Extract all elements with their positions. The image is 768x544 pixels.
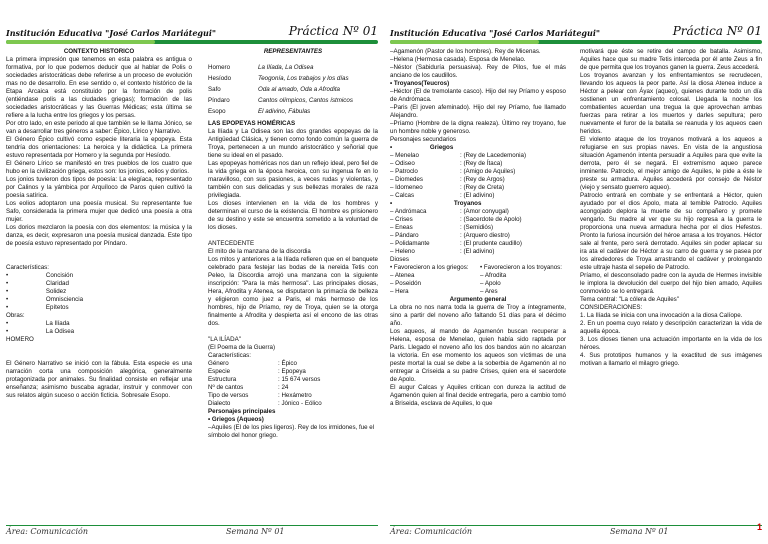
paragraph: El augur Calcas y Aquiles critican con dureza la actitud de Agamenón quien al final decide entregarla, pero a cambio tomó a Briseida, esclava de Aquiles, lo que bbox=[390, 384, 566, 407]
institution-name: Institución Educativa "José Carlos Mariátegui" bbox=[6, 28, 217, 38]
section-title: CONTEXTO HISTÓRICO bbox=[63, 48, 135, 55]
paragraph: Los troyanos avanzan y los enfrentamientos se recrudecen, llevando los aqueos la peor parte. Así la diosa Atenea induce a Héctor a pelear con Áyax (aqueo), quienes durante todo un día sostienen un enfrentamiento colosal. Llegada la noche los combatientes acuerdan una tregua la que aprovechan ambas fuerzas para retirar a los muertos y darles sepultura; pero nuevamente el furor de la batalla se reanuda y los aqueos caen heridos. bbox=[580, 72, 762, 135]
list-item: • Omnisciencia bbox=[6, 296, 84, 303]
theme-line: Tema central: "La cólera de Aquiles" bbox=[580, 296, 679, 303]
list-item: 3. Los dioses tienen una actuación importante en la vida de los héroes. bbox=[580, 336, 762, 351]
paragraph: –Héctor (El de tremolante casco). Hijo del rey Príamo y esposo de Andrómaca. bbox=[390, 88, 566, 103]
subsection-title: • Troyanos(Teucros) bbox=[390, 80, 450, 87]
paragraph: El violento ataque de los troyanos motivará a los aqueos a refugiarse en sus propias naves. En vista de la angustiosa situación Agamenón intenta persuadir a Aquiles para que evite la derrota, pero él se negará. El extremismo aqueo parece inminente. Patroclo, el mejor amigo de Aquiles, le pide a éste le preste su armadura. Aquiles accederá por consejo de Néstor (viejo y sensato guerrero aqueo). bbox=[580, 136, 762, 191]
table-row: – Polidamante : (El prudente caudillo) bbox=[390, 240, 566, 248]
paragraph: El mito de la manzana de la discordia bbox=[208, 248, 311, 255]
table-row: – Patroclo : (Amigo de Aquiles) bbox=[390, 168, 566, 176]
table-row: – Pándaro : (Arquero diestro) bbox=[390, 232, 566, 240]
right-page bbox=[384, 0, 768, 544]
paragraph: motivará que éste se retire del campo de batalla. Asimismo, Aquiles hace que su madre Tetis interceda por él ante Zeus a fin de que permita que los troyanos ganen la guerra. Zeus accederá. bbox=[580, 48, 762, 71]
list-item: 1. La Ilíada se inicia con una invocación a la diosa Calíope. bbox=[580, 312, 743, 319]
subsection-title: LAS EPOPEYAS HOMÉRICAS bbox=[208, 120, 296, 127]
table-row: – Andrómaca : (Amor conyugal) bbox=[390, 208, 566, 216]
paragraph: La primera impresión que tenemos en esta palabra es antigua o formativa, por lo que podemos deducir que al hablar de Polis o sociedades aristocráticas debe referirse a un proceso de evolución mas no de desarrollo. En ese sentido o, el contexto histórico de la Etapa Arcaica está constituido por la formación de polis (entiéndase polis a las ciudades griegas); formación de las sociedades aristocráticas y las Guerras Médicas; esta última se refiere a la lucha entre los griegos y los persas. bbox=[6, 56, 192, 119]
subsection-title: Personajes secundarios bbox=[390, 136, 457, 143]
table-row: – Menelao : (Rey de Lacedemonia) bbox=[390, 152, 566, 160]
subsection-title: Dioses bbox=[390, 256, 409, 263]
subsection-title: ANTECEDENTE bbox=[208, 240, 255, 247]
table-row: – Odiseo : (Rey de Ítaca) bbox=[390, 160, 566, 168]
group-title: • Troyanos bbox=[390, 200, 482, 207]
subsection-title: • Griegos (Aqueos) bbox=[208, 416, 264, 423]
page-number: 1 bbox=[756, 522, 762, 532]
group-title: • Griegos bbox=[390, 144, 454, 151]
paragraph: –Príamo (Hombre de la digna realeza). Último rey troyano, fue un hombre noble y generoso. bbox=[390, 120, 566, 135]
table-row: Esopo El adivino, Fábulas bbox=[208, 108, 311, 115]
table-row: – Heleno : (El adivino) bbox=[390, 248, 566, 256]
section-title: REPRESENTANTES bbox=[263, 48, 323, 55]
paragraph: –Helena (Hermosa casada). Esposa de Menelao. bbox=[390, 56, 526, 63]
fact-row: Estructura : 15 674 versos bbox=[208, 376, 321, 383]
practice-title: Práctica Nº 01 bbox=[288, 24, 378, 38]
characteristics-title: Características: bbox=[6, 264, 49, 271]
paragraph: El Género Narrativo se inició con la fábula. Esta especie es una narración corta una composición alegórica, generalmente protagonizada por animales. Su finalidad consiste en reflejar una enseñanza; asimismo buscaba agradar, instruir y conmover con sus relatos algún suceso o acción ficticia. Sobresale Esopo. bbox=[6, 360, 192, 399]
characteristics-title: Características: bbox=[208, 352, 251, 359]
paragraph: La Ilíada y La Odisea son las dos grandes epopeyas de la Antigüedad Clásica, y tienen como fondo común la guerra de Troya, pertenecen a un mundo aristocrático y señorial que tiene su ideal en el pasado. bbox=[208, 128, 378, 159]
subsection-title: CONSIDERACIONES: bbox=[580, 304, 643, 311]
table-row: – Idomeneo : (Rey de Creta) bbox=[390, 184, 566, 192]
list-item: • Concisión bbox=[6, 272, 74, 279]
column-context bbox=[6, 48, 192, 526]
list-item: • Claridad bbox=[6, 280, 69, 287]
footer-week: Semana Nº 01 bbox=[610, 527, 669, 536]
list-item: • La Odisea bbox=[6, 328, 75, 335]
list-item: 4. Sus prototipos humanos y la exactitud de sus imágenes motivan a llamarlo el milagro griego. bbox=[580, 352, 762, 367]
paragraph: Los eolios adoptaron una poesía musical. Su representante fue Safo, considerada la primera mujer que dedicó una poesía a otra mujer. bbox=[6, 200, 192, 223]
table-row: – Eneas : (Semidiós) bbox=[390, 224, 566, 232]
list-item: • Epítetos bbox=[6, 304, 69, 311]
practice-title: Práctica Nº 01 bbox=[672, 24, 762, 38]
list-item: • La Ilíada bbox=[6, 320, 70, 327]
work-title: "LA ILÍADA" bbox=[208, 336, 241, 343]
paragraph: –Agamenón (Pastor de los hombres). Rey de Micenas. bbox=[390, 48, 541, 55]
fact-row: Dialecto : Jónico - Eólico bbox=[208, 400, 322, 407]
page-header bbox=[6, 24, 378, 44]
author-label: HOMERO bbox=[6, 336, 34, 343]
subsection-title: Personajes principales bbox=[208, 408, 276, 415]
page-footer bbox=[6, 525, 378, 538]
header-rule bbox=[6, 40, 378, 44]
paragraph: El Género Lírico se manifestó en tres pueblos de los cuatro que hubo en la civilización griega, estos son: los jonios, eolios y dorios. bbox=[6, 160, 192, 175]
paragraph: Los mitos y anteriores a la Ilíada refieren que en el banquete celebrado para festejar las bodas de la nereida Tetis con Peleo, la Discordia arrojó una manzana con la siguiente inscripción: "Para la más hermosa". Las principales diosas, Hera, Afrodita y Atenea, se disputaron la primacía de belleza y eligieron como juez a Paris, el más hermoso de los hombres, hijo de Príamo, rey de Troya, quien se la otorga finalmente a Afrodita y despierta así el encono de las otras dos. bbox=[208, 256, 378, 327]
table-row: – Crises : (Sacerdote de Apolo) bbox=[390, 216, 566, 224]
column-representatives bbox=[208, 48, 378, 526]
paragraph: Los aqueos, al mando de Agamenón buscan recuperar a Helena, esposa de Menelao, quien había sido raptada por Paris. Llegado el noveno año los dos bandos aún no alcanzan la victoria. En ese momento los aqueos son víctimas de una peste mortal la cual se debe a la soberbia de Agamenón al no entregar a Criseida a su padre Crises, quien era el sacerdote de Apolo. bbox=[390, 328, 566, 383]
fact-row: Especie : Epopeya bbox=[208, 368, 306, 375]
gods-row: – Atenea – Afrodita bbox=[390, 272, 566, 280]
table-row: Hesíodo Teogonía, Los trabajos y los días bbox=[208, 75, 349, 82]
table-row: Safo Oda al amado, Oda a Afrodita bbox=[208, 86, 340, 93]
paragraph: Patroclo entrará en combate y se enfrentará a Héctor, quien ayudado por el dios Apolo, mata al temible Patroclo. Aquiles acongojado deplora la muerte de su compañero y promete vengarlo. Su madre al ver que su hijo regresa a la guerra le proporciona una nueva armadura hecha por el dios Hefestos. Pronto la furiosa incursión del héroe arrasa a los troyanos. Héctor sale al frente, pero será derrotado. Aquiles sin poder aplacar su ira ata el cadáver de Héctor a su carro de guerra y se pasea por los alrededores de Troya arrastrando el cadáver y prolongando este ultraje hasta el sepelio de Patroclo. bbox=[580, 192, 762, 271]
paragraph: Los jonios tuvieron dos tipos de poesía: La elegíaca, representado por Calinos y la yámbica por Arquíloco de Paros quien cultivó la poesía satírica. bbox=[6, 176, 192, 199]
fact-row: Nº de cantos : 24 bbox=[208, 384, 289, 391]
paragraph: Los dioses intervienen en la vida de los hombres y determinan el curso de la existencia. El hombre es prisionero de su destino y este se encuentra sometido a la voluntad de los dioses. bbox=[208, 200, 378, 231]
paragraph: El Género Épico cultivó como especie literaria la epopeya. Esta tendría dos orientaciones: La heroica y la didáctica. La primera estuvo representada por Homero y la segunda por Hesíodo. bbox=[6, 136, 192, 159]
gods-row: • Favorecieron a los griegos: • Favorecieron a los troyanos: bbox=[390, 264, 562, 271]
paragraph: Los dorios mezclaron la poesía con dos elementos: la música y la danza, es decir, expresaron una poesía musical danzada. Este tipo de poesía estuvo representado por Píndaro. bbox=[6, 224, 192, 247]
works-label: Obras: bbox=[6, 312, 25, 319]
list-item: • Solidez bbox=[6, 288, 67, 295]
table-row: – Calcas : (El adivino) bbox=[390, 192, 566, 200]
table-row: – Diomedes : (Rey de Argos) bbox=[390, 176, 566, 184]
footer-week: Semana Nº 01 bbox=[226, 527, 285, 536]
table-row: Píndaro Cantos olímpicos, Cantos ístmicos bbox=[208, 97, 353, 104]
list-item: 2. En un poema cuyo relato y descripción caracterizan la vida de aquella época. bbox=[580, 320, 762, 335]
institution-name: Institución Educativa "José Carlos Mariátegui" bbox=[390, 28, 601, 38]
table-row: Homero La Ilíada, La Odisea bbox=[208, 64, 314, 71]
paragraph: Por otro lado, en este periodo al que también se le llama Jónico, se van a desarrollar tres géneros a saber: Épico, Lírico y Narrativo. bbox=[6, 120, 192, 135]
fact-row: Género : Épico bbox=[208, 360, 297, 367]
paragraph: La obra no nos narra toda la guerra de Troy a íntegramente, sino a partir del noveno año faltando 51 días para el décimo año. bbox=[390, 304, 566, 327]
paragraph: –Paris (El joven afeminado). Hijo del rey Príamo, fue llamado Alejandro. bbox=[390, 104, 566, 119]
paragraph: –Néstor (Sabiduría persuasiva). Rey de Pilos, fue el más anciano de los caudillos. bbox=[390, 64, 566, 79]
subsection-title: Argumento general bbox=[449, 296, 507, 303]
paragraph: Príamo, el desconsolado padre con la ayuda de Hermes invisible le implora la devolución del cuerpo del hijo bien amado, Aquiles conmovido se lo entregará. bbox=[580, 272, 762, 295]
column-argument bbox=[580, 48, 762, 526]
gods-row: – Poseidón – Apolo bbox=[390, 280, 566, 288]
fact-row: Tipo de versos : Hexámetro bbox=[208, 392, 312, 399]
header-rule bbox=[390, 40, 762, 44]
column-characters bbox=[390, 48, 566, 526]
paragraph: –Aquiles (El de los pies ligeros). Rey de los irmidones, fue el símbolo del honor griego. bbox=[208, 424, 375, 439]
gods-row: – Hera – Ares bbox=[390, 288, 566, 296]
work-subtitle: (El Poema de la Guerra) bbox=[208, 344, 276, 351]
footer-area: Área: Comunicación bbox=[6, 527, 88, 536]
page-header bbox=[390, 24, 762, 44]
paragraph: Las epopeyas homéricas nos dan un reflejo ideal, pero fiel de la vida griega en la época heroica, con su ingenua fe en lo maravilloso, con sus pasiones, a veces rudas y violentas, y también con sus delicadas y sus bellezas morales de raza privilegiada. bbox=[208, 160, 378, 199]
footer-area: Área: Comunicación bbox=[390, 527, 472, 536]
page-footer bbox=[390, 525, 762, 538]
